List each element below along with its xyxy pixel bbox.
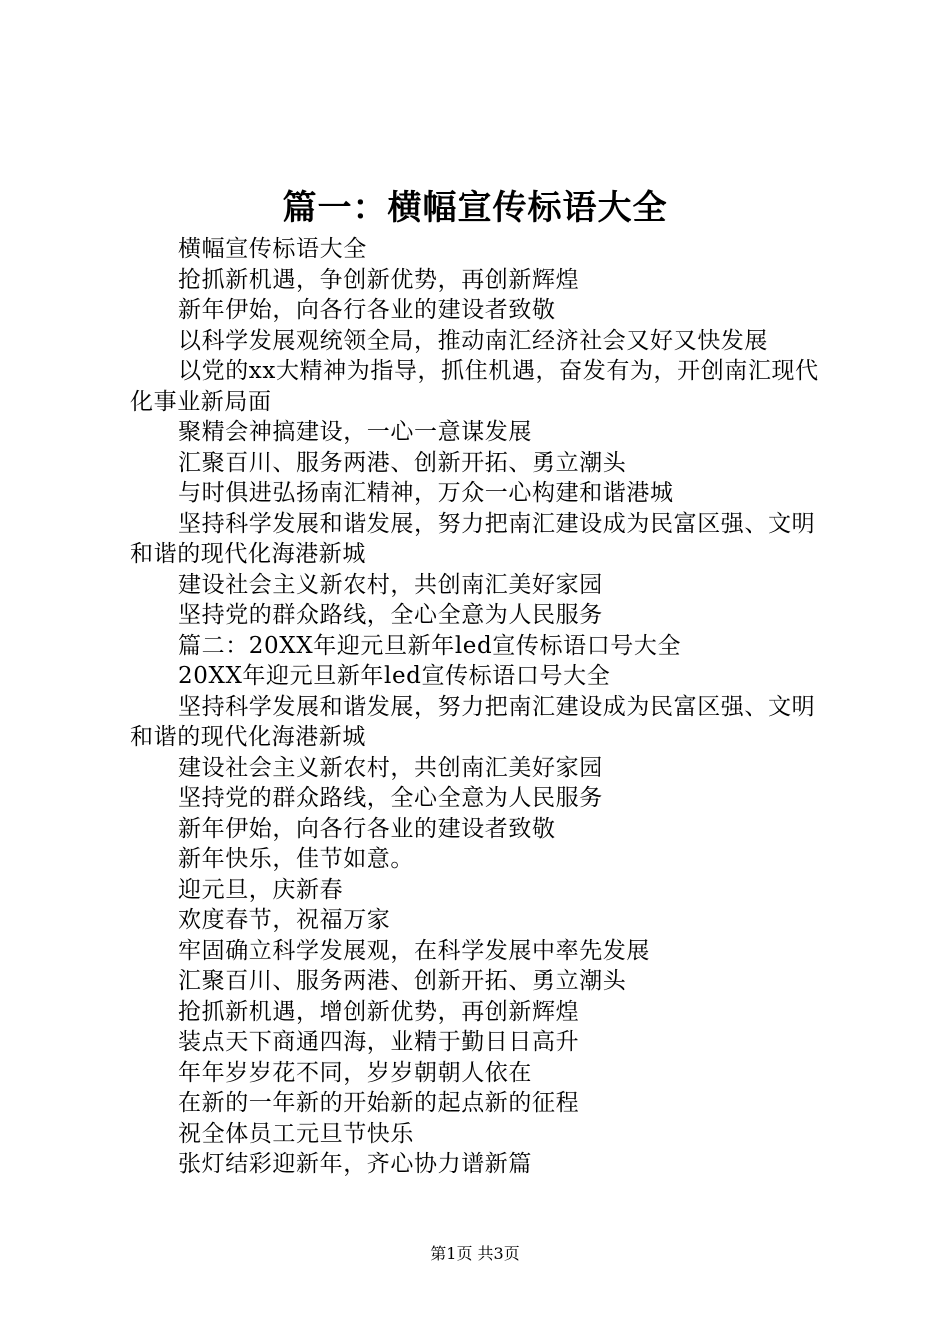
document-body [130,234,830,1180]
section-heading: 篇二：20XX年迎元旦新年led宣传标语口号大全 [178,632,682,659]
paragraph: 以科学发展观统领全局，推动南汇经济社会又好又快发展 [178,327,768,354]
paragraph: 新年伊始，向各行各业的建设者致敬 [178,815,556,842]
paragraph: 欢度春节，祝福万家 [178,907,391,933]
paragraph: 祝全体员工元旦节快乐 [178,1120,414,1147]
paragraph: 建设社会主义新农村，共创南汇美好家园 [178,571,603,598]
paragraph: 牢固确立科学发展观，在科学发展中率先发展 [178,937,650,964]
document-title: 篇一：横幅宣传标语大全 [282,188,668,228]
paragraph: 新年快乐，佳节如意。 [178,846,414,872]
paragraph: 张灯结彩迎新年，齐心协力谱新篇 [178,1151,532,1177]
paragraph: 迎元旦，庆新春 [178,876,344,903]
paragraph: 坚持科学发展和谐发展，努力把南汇建设成为民富区强、文明和谐的现代化海港新城 [130,693,816,750]
paragraph: 年年岁岁花不同，岁岁朝朝人依在 [178,1059,532,1086]
paragraph: 抢抓新机遇，增创新优势，再创新辉煌 [178,998,580,1025]
paragraph: 汇聚百川、服务两港、创新开拓、勇立潮头 [178,449,627,476]
paragraph: 装点天下商通四海，业精于勤日日高升 [178,1029,580,1055]
paragraph: 与时俱进弘扬南汇精神，万众一心构建和谐港城 [178,480,674,506]
paragraph: 横幅宣传标语大全 [178,236,367,262]
paragraph: 坚持科学发展和谐发展，努力把南汇建设成为民富区强、文明和谐的现代化海港新城 [130,510,816,567]
paragraph: 汇聚百川、服务两港、创新开拓、勇立潮头 [178,968,627,994]
paragraph: 建设社会主义新农村，共创南汇美好家园 [178,754,603,781]
paragraph: 抢抓新机遇，争创新优势，再创新辉煌 [178,266,580,293]
paragraph: 新年伊始，向各行各业的建设者致敬 [178,297,556,323]
paragraph: 20XX年迎元旦新年led宣传标语口号大全 [178,663,611,689]
paragraph: 坚持党的群众路线，全心全意为人民服务 [178,602,603,628]
paragraph: 以党的xx大精神为指导，抓住机遇，奋发有为，开创南汇现代化事业新局面 [130,358,819,415]
paragraph: 在新的一年新的开始新的起点新的征程 [178,1090,580,1116]
paragraph: 坚持党的群众路线，全心全意为人民服务 [178,785,603,811]
page-footer: 第1页 共3页 [430,1244,520,1263]
paragraph: 聚精会神搞建设，一心一意谋发展 [178,419,532,445]
